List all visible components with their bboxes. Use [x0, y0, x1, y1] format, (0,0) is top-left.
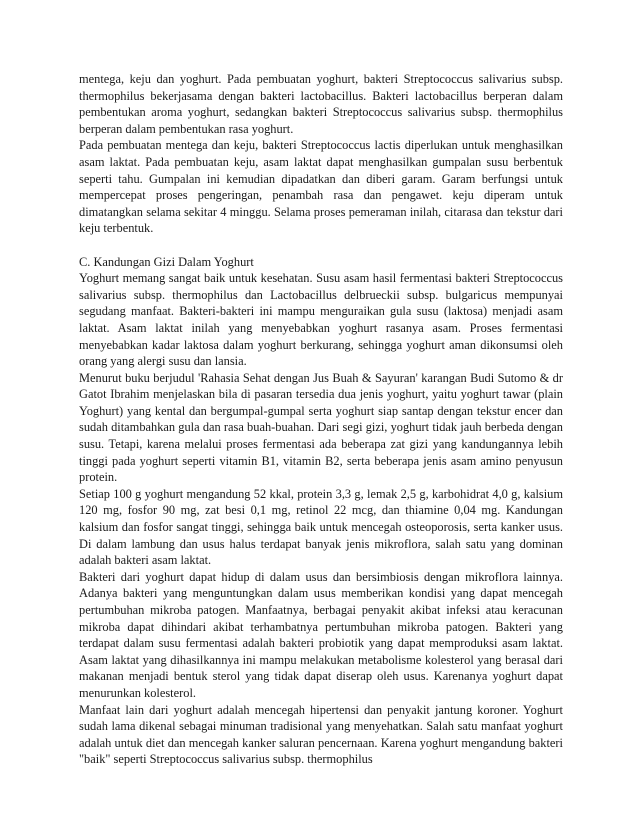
section-heading: C. Kandungan Gizi Dalam Yoghurt — [79, 254, 254, 269]
paragraph-spacer — [79, 237, 563, 254]
paragraph-yoghurt-bacteria: mentega, keju dan yoghurt. Pada pembuatan yoghurt, bakteri Streptococcus salivarius subsp. thermophilus bekerjasama dengan bakteri lactobacillus. Bakteri lactobacillus berperan dalam pembentukan aroma yoghurt, sedangkan bakteri Streptococcus salivarius subsp. thermophilus berperan dalam pembentukan rasa yoghurt. — [79, 72, 563, 136]
paragraph-butter-cheese: Pada pembuatan mentega dan keju, bakteri Streptococcus lactis diperlukan untuk menghasilkan asam laktat. Pada pembuatan keju, asam laktat dapat menghasilkan gumpalan susu berbentuk seperti tahu. Gumpalan ini kemudian dipadatkan dan diberi garam. Garam berfungsi untuk mempercepat proses pengeringan, penambah rasa dan pengawet. keju diperam untuk dimatangkan selama sekitar 4 minggu. Selama proses pemeraman inilah, citarasa dan tekstur dari keju terbentuk. — [79, 138, 563, 236]
paragraph-other-benefits: Manfaat lain dari yoghurt adalah mencegah hipertensi dan penyakit jantung koroner. Yoghurt sudah lama dikenal sebagai minuman tradisional yang menyehatkan. Salah satu manfaat yoghurt adalah untuk diet dan mencegah kanker saluran pencernaan. Karena yoghurt mengandung bakteri "baik" seperti Streptococcus salivarius subsp. thermophilus — [79, 702, 563, 767]
paragraph-book-reference: Menurut buku berjudul 'Rahasia Sehat dengan Jus Buah & Sayuran' karangan Budi Sutomo & dr Gatot Ibrahim menjelaskan bila di pasaran tersedia dua jenis yoghurt, yaitu yoghurt tawar (plain Yoghurt) yang kental dan bergumpal-gumpal serta yoghurt siap santap dengan tekstur encer dan sudah ditambahkan gula dan rasa buah-buahan. Dari segi gizi, yoghurt tidak jauh berbeda dengan susu. Tetapi, karena melalui proses fermentasi ada beberapa zat gizi yang kandungannya lebih tinggi pada yoghurt seperti vitamin B1, vitamin B2, serta beberapa jenis asam amino penyusun protein. — [79, 370, 563, 485]
paragraph-nutrition-facts: Setiap 100 g yoghurt mengandung 52 kkal, protein 3,3 g, lemak 2,5 g, karbohidrat 4,0 g, kalsium 120 mg, fosfor 90 mg, zat besi 0,1 mg, retinol 22 mcg, dan thiamine 0,04 mg. Kandungan kalsium dan fosfor sangat tinggi, sehingga baik untuk mencegah osteoporosis, serta kanker usus. Di dalam lambung dan usus halus terdapat banyak jenis mikroflora, salah satu yang dominan adalah bakteri asam laktat. — [79, 486, 563, 568]
document-page — [79, 71, 563, 768]
paragraph-health-benefits: Yoghurt memang sangat baik untuk kesehatan. Susu asam hasil fermentasi bakteri Streptococcus salivarius subsp. thermophilus dan Lactobacillus delbrueckii subsp. bulgaricus mempunyai segudang manfaat. Bakteri-bakteri ini mampu menguraikan gula susu (laktosa) menjadi asam laktat. Asam laktat inilah yang menyebabkan yoghurt rasanya asam. Proses fermentasi menyebabkan kadar laktosa dalam yoghurt berkurang, sehingga yoghurt aman dikonsumsi oleh orang yang alergi susu dan lansia. — [79, 271, 563, 369]
paragraph-gut-bacteria: Bakteri dari yoghurt dapat hidup di dalam usus dan bersimbiosis dengan mikroflora lainnya. Adanya bakteri yang menguntungkan dalam usus memberikan kondisi yang dapat mencegah pertumbuhan mikroba patogen. Manfaatnya, berbagai penyakit akibat infeksi atau keracunan mikroba dapat dihindari akibat terhambatnya pertumbuhan mikroba patogen. Bakteri yang terdapat dalam susu fermentasi adalah bakteri probiotik yang dapat memproduksi asam laktat. Asam laktat yang dihasilkannya ini mampu melakukan metabolisme kolesterol yang berasal dari makanan menjadi bentuk sterol yang tidak dapat diserap oleh usus. Karenanya yoghurt dapat menurunkan kolesterol. — [79, 569, 563, 700]
